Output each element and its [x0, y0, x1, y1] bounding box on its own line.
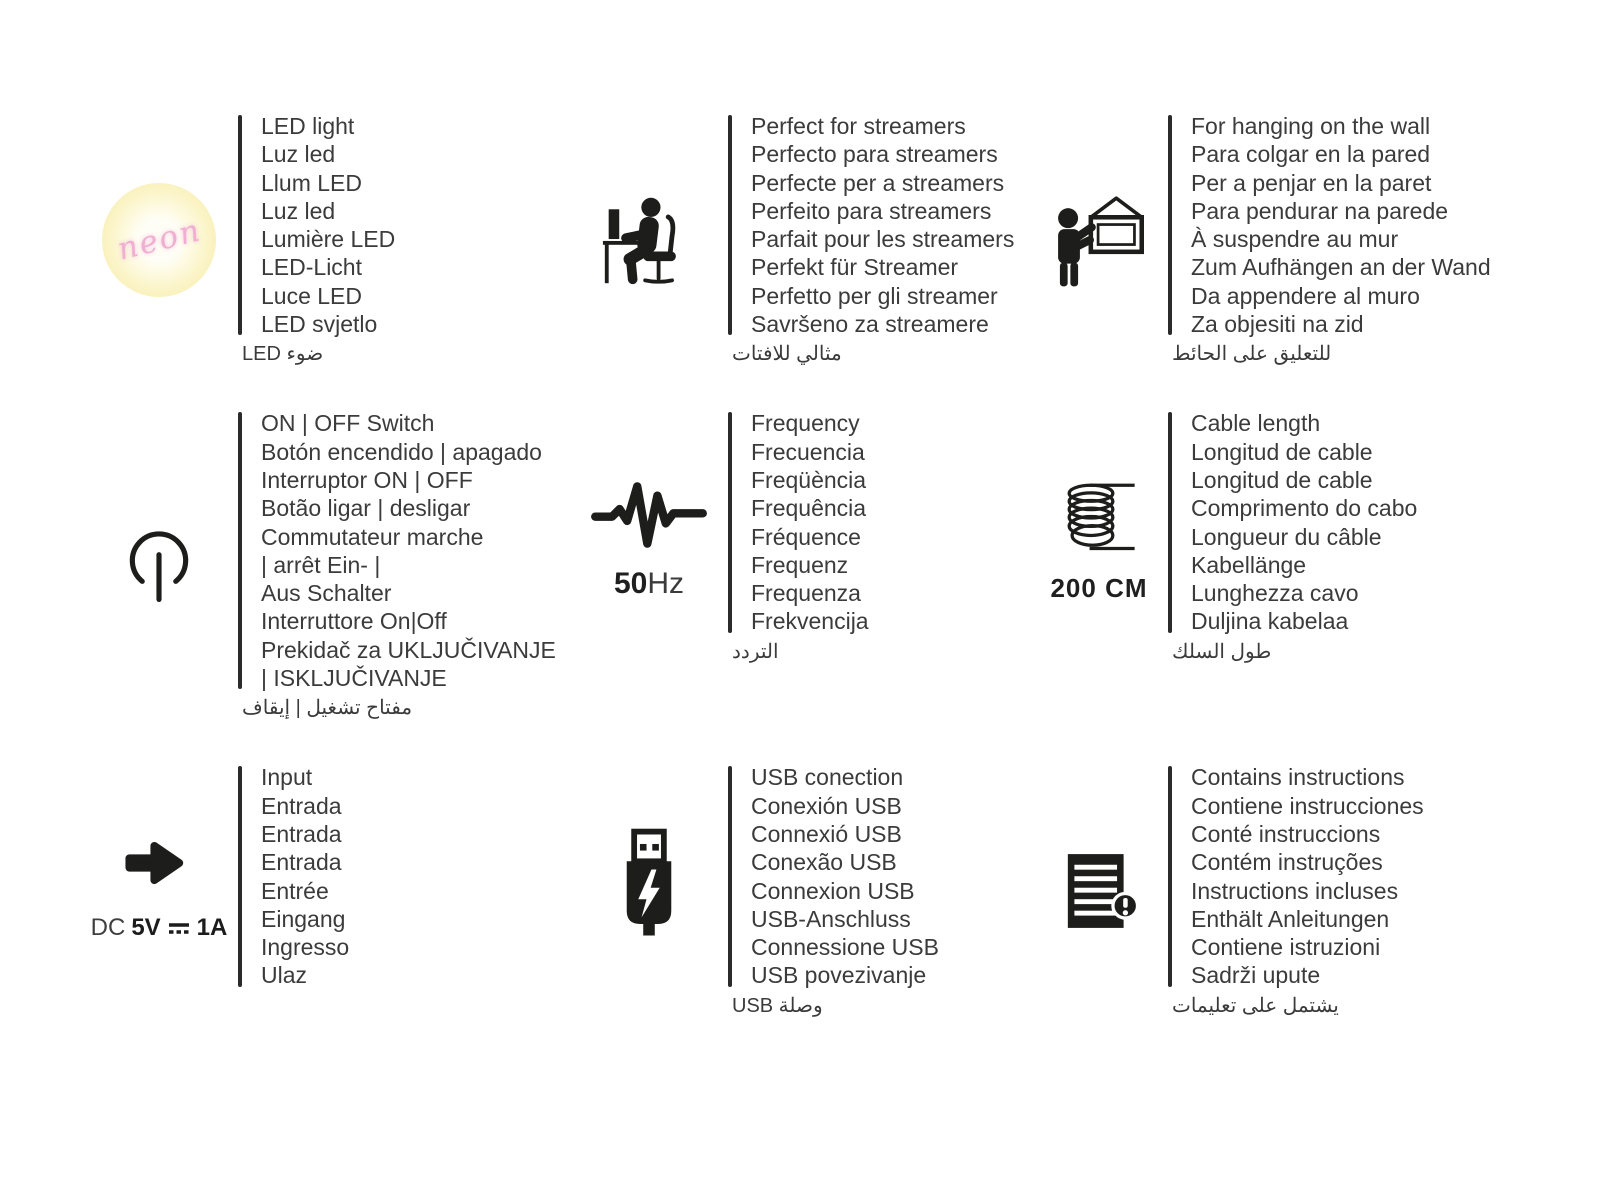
language-line: USB povezivanje	[751, 962, 927, 989]
power-input-caption	[91, 914, 228, 942]
language-list	[1172, 763, 1424, 989]
feature-block-led-light	[80, 112, 550, 367]
language-line: Frecuencia	[751, 438, 865, 465]
neon-glow-icon	[102, 183, 216, 297]
icon-zone-input	[80, 824, 238, 942]
language-line: Enthält Anleitungen	[1191, 905, 1390, 932]
power-switch-icon	[116, 519, 202, 611]
arabic-line: التردد	[732, 640, 779, 663]
language-line: Longitud de cable	[1191, 438, 1373, 465]
language-line: Per a penjar en la paret	[1191, 169, 1432, 196]
language-list	[732, 409, 869, 635]
arabic-line: طول السلك	[1172, 640, 1272, 663]
dc-label: DC	[90, 914, 126, 942]
language-line: Eingang	[261, 905, 346, 932]
language-line: For hanging on the wall	[1191, 113, 1431, 139]
arabic-line: ضوء LED	[242, 343, 324, 366]
streamer-desk-icon	[601, 188, 697, 292]
language-line: LED svjetlo	[261, 311, 378, 338]
language-line: USB conection	[751, 764, 904, 791]
language-line: Frequenza	[751, 580, 861, 607]
usb-plug-icon	[620, 825, 678, 957]
picture-hanging-icon	[1049, 189, 1149, 291]
language-line: Para pendurar na parede	[1191, 197, 1449, 224]
language-line: Interruptor ON | OFF	[261, 466, 473, 493]
icon-zone-hanging	[1030, 189, 1168, 291]
feature-block-usb	[570, 763, 1010, 1018]
language-line: Instructions incluses	[1191, 877, 1399, 904]
icon-zone-frequency	[570, 473, 728, 601]
language-list	[242, 112, 395, 338]
language-line: Prekidač za UKLJUČIVANJE	[261, 636, 556, 663]
amperage-value: 1A	[196, 914, 228, 942]
language-line: Connexió USB	[751, 820, 902, 847]
feature-block-streamers	[570, 112, 1015, 367]
language-line: Input	[261, 764, 313, 791]
language-line: Sadrži upute	[1191, 962, 1321, 989]
language-line: Commutateur marche	[261, 523, 484, 550]
icon-zone-switch	[80, 519, 238, 611]
cable-coil-icon	[1059, 471, 1139, 565]
language-line: Zum Aufhängen an der Wand	[1191, 254, 1491, 281]
arabic-line: مثالي للافتات	[732, 343, 842, 366]
language-line: Duljina kabelaa	[1191, 608, 1349, 635]
language-line: Luz led	[261, 197, 336, 224]
neon-text: neon	[113, 211, 205, 268]
language-line: Fréquence	[751, 523, 861, 550]
language-line: Interruttore On|Off	[261, 608, 447, 635]
language-list	[1172, 409, 1417, 635]
language-line: LED-Licht	[261, 254, 362, 281]
language-line: Frequência	[751, 495, 867, 522]
feature-block-input	[80, 763, 550, 1002]
arabic-line	[238, 990, 349, 1003]
language-line: Conexão USB	[751, 849, 897, 876]
language-line: Entrée	[261, 877, 329, 904]
language-line: Parfait pour les streamers	[751, 226, 1015, 253]
icon-zone-instructions	[1030, 850, 1168, 932]
arabic-line: مفتاح تشغيل | إيقاف	[242, 697, 413, 720]
language-line: Entrada	[261, 792, 342, 819]
language-line: Perfetto per gli streamer	[751, 282, 998, 309]
language-line: Cable length	[1191, 410, 1321, 437]
voltage-value: 5V	[131, 914, 161, 942]
language-line: Savršeno za streamere	[751, 311, 989, 338]
language-line: Comprimento do cabo	[1191, 495, 1418, 522]
language-line: Frekvencija	[751, 608, 869, 635]
language-line: Llum LED	[261, 169, 362, 196]
language-line: Kabellänge	[1191, 551, 1307, 578]
language-line: Longitud de cable	[1191, 466, 1373, 493]
feature-block-frequency	[570, 409, 1010, 664]
feature-block-cable	[1030, 409, 1510, 664]
language-line: | arrêt Ein- |	[261, 551, 381, 578]
language-line: Conté instruccions	[1191, 820, 1381, 847]
language-line: À suspendre au mur	[1191, 226, 1399, 253]
language-line: Contém instruções	[1191, 849, 1383, 876]
icon-zone-streamers	[570, 188, 728, 292]
language-line: Perfeito para streamers	[751, 197, 992, 224]
language-list	[242, 763, 349, 989]
dc-symbol-icon	[167, 920, 191, 936]
language-line: Perfecte per a streamers	[751, 169, 1005, 196]
language-line: Luz led	[261, 141, 336, 168]
language-line: Frequenz	[751, 551, 849, 578]
arabic-line: يشتمل على تعليمات	[1172, 994, 1339, 1017]
feature-block-wall-hanging	[1030, 112, 1510, 367]
language-list	[242, 409, 556, 692]
language-line: | ISKLJUČIVANJE	[261, 665, 447, 692]
language-line: Connexion USB	[751, 877, 915, 904]
document-instructions-icon	[1058, 850, 1140, 932]
icon-zone-usb	[570, 825, 728, 957]
language-line: LED light	[261, 113, 355, 139]
language-line: ON | OFF Switch	[261, 410, 435, 437]
arabic-line: وصلة USB	[732, 994, 823, 1017]
language-line: Ulaz	[261, 962, 308, 989]
icon-zone-led	[80, 183, 238, 297]
language-line: Botão ligar | desligar	[261, 495, 471, 522]
language-list	[732, 763, 939, 989]
frequency-wave-icon	[581, 473, 717, 557]
language-line: Lunghezza cavo	[1191, 580, 1359, 607]
language-line: Botón encendido | apagado	[261, 438, 542, 465]
language-line: Za objesiti na zid	[1191, 311, 1364, 338]
language-line: Luce LED	[261, 282, 363, 309]
language-line: Conexión USB	[751, 792, 902, 819]
icon-zone-cable	[1030, 471, 1168, 604]
feature-block-switch	[80, 409, 556, 721]
arrow-right-icon	[120, 824, 198, 902]
feature-block-instructions	[1030, 763, 1510, 1018]
language-line: Contiene istruzioni	[1191, 934, 1381, 961]
language-line: Contiene instrucciones	[1191, 792, 1424, 819]
language-list	[732, 112, 1014, 338]
language-line: Longueur du câble	[1191, 523, 1382, 550]
language-line: Entrada	[261, 849, 342, 876]
language-line: Perfecto para streamers	[751, 141, 998, 168]
language-line: Frequency	[751, 410, 860, 437]
language-line: Perfekt für Streamer	[751, 254, 959, 281]
language-line: Perfect for streamers	[751, 113, 966, 139]
language-line: Da appendere al muro	[1191, 282, 1420, 309]
language-list	[1172, 112, 1491, 338]
language-line: Entrada	[261, 820, 342, 847]
arabic-line: للتعليق على الحائط	[1172, 343, 1332, 366]
cable-length-caption: 200 CM	[1050, 572, 1148, 603]
frequency-caption	[614, 567, 684, 601]
language-line: Connessione USB	[751, 934, 939, 961]
frequency-unit: Hz	[647, 567, 685, 601]
frequency-value: 50	[613, 567, 648, 601]
language-line: Contains instructions	[1191, 764, 1405, 791]
language-line: Freqüència	[751, 466, 867, 493]
language-line: Aus Schalter	[261, 580, 392, 607]
language-line: Ingresso	[261, 934, 350, 961]
language-line: USB-Anschluss	[751, 905, 911, 932]
language-line: Lumière LED	[261, 226, 396, 253]
language-line: Para colgar en la pared	[1191, 141, 1431, 168]
